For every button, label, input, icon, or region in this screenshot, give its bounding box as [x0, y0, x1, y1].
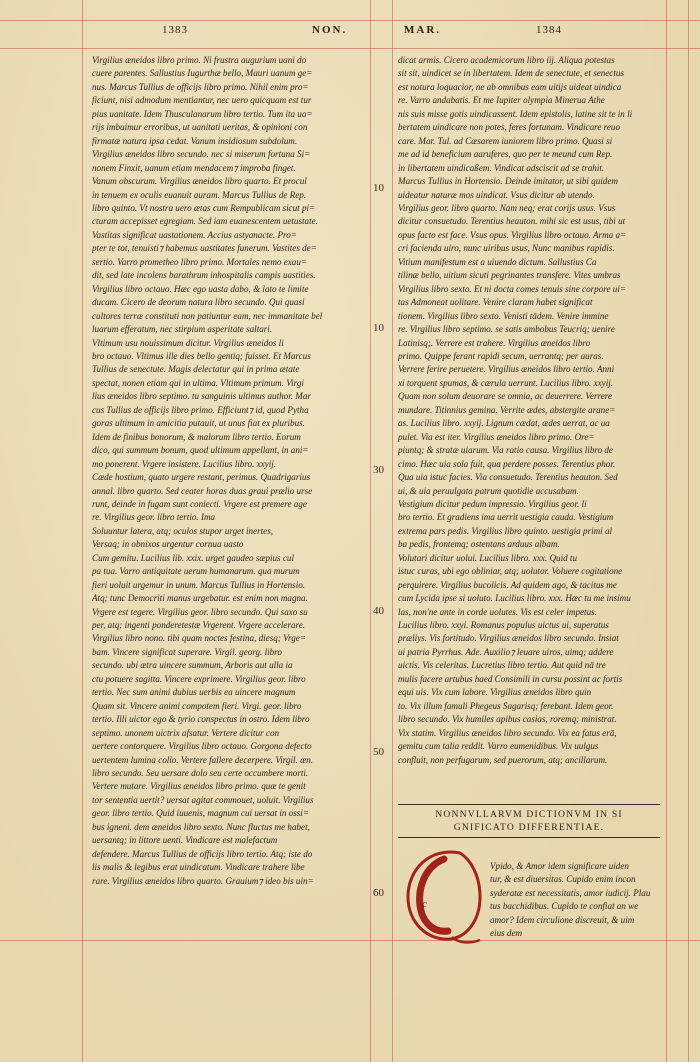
- text-line: tilinæ bello, uitium sicuti pegrinantes transfere. Vites umbras: [398, 270, 621, 281]
- text-line: lius æneidos libro septimo. tu sanguinis ultimus author. Mar: [92, 391, 311, 402]
- margin-rule-top: [0, 48, 700, 49]
- text-line: tor sententia uertit? uersat agitat commouet, uoluit. Virgilius: [92, 794, 314, 805]
- text-line: uideatur naturæ mos uindicat. Vsus dicitur ab utendo.: [398, 189, 595, 200]
- margin-rule-left: [82, 0, 83, 1062]
- text-line: Vltimum usu nouissimum dicitur. Virgilius æneidos li: [92, 337, 284, 348]
- text-line: nonem Finxit, uanum etiam mendacem⁊ improba finget.: [92, 162, 296, 173]
- text-line: cus Tullius de officijs libro primo. Efficiunt⁊ id, quod Pytha: [92, 404, 309, 415]
- text-line: as. Lucilius libro. xxyij. Lignum cædat, ædes uerrat, ac ua: [398, 418, 610, 429]
- text-line: Idem de finibus bonorum, & malorum libro tertio. Eorum: [92, 431, 301, 442]
- text-line: ctu potuere sagitta. Vincere exprimere. Virgilius geor. libro: [92, 673, 306, 684]
- text-line: tertio. Nec sum animi dubius uerbis ea uincere magnum: [92, 687, 296, 698]
- text-line: lis malis & legibus erat uindicatum. Vindicare trahere libe: [92, 862, 305, 873]
- text-line: primo. Quippe ferant rapidi secum, uerrantq; per auras.: [398, 350, 604, 361]
- text-line: Vpido, & Amor idem significare uiden: [490, 861, 629, 871]
- margin-number: 60: [373, 887, 384, 899]
- right-text-column: [398, 54, 660, 799]
- text-line: Vix statim. Virgilius æneidos libro secundo. Vix ea fatus erā,: [398, 727, 617, 738]
- text-line: tur, & est diuersitas. Cupido enim incon: [490, 874, 636, 885]
- text-line: re. Virgilius libro septimo. se satis ambobus Teucriq; uenire: [398, 324, 615, 335]
- margin-number: 10: [373, 322, 384, 334]
- text-line: septimo. unonem uictrix afsatur. Vertere dicitur con: [92, 727, 280, 738]
- margin-number: 30: [373, 464, 384, 476]
- text-line: Vestigium dicitur pedum impressio. Virgilius geor. li: [398, 498, 587, 509]
- text-line: Virgilius æneidos libro primo. Ni frustra augurium uani do: [92, 55, 307, 65]
- text-line: libro secundo. Seu uersare dolo seu certe occumbere morti.: [92, 768, 309, 779]
- text-line: geor. libro tertio. Quid iuuenis, magnum cui uersat in ossi=: [92, 808, 309, 819]
- text-line: in tenuem ex oculis euanuit auram. Marcus Tullius de Rep.: [92, 189, 307, 200]
- text-line: annal. libro quarto. Sed ceater horas duas graui prælio urse: [92, 485, 313, 496]
- text-line: ba pedis, frontemq; ostentans arduus albam.: [398, 539, 560, 550]
- text-line: bro tertio. Et gradiens ima uerrit uestigia cauda. Vestigium: [398, 512, 614, 523]
- text-line: firmatæ natura ipsa cedat. Vanum insidiosum subdolum.: [92, 135, 298, 146]
- text-line: sit sit, uindicet se in libertatem. Idem de senectute, et senectus: [398, 68, 625, 79]
- margin-rule-inner-right: [392, 0, 393, 1062]
- text-line: uersantq; in littore uenti. Vindicare est malefactum: [92, 835, 278, 846]
- text-line: cri facienda uiro, nunc uiribus usus, Nunc manibus rapidis.: [398, 243, 615, 254]
- text-line: gemitu cum talia reddit. Varro eumenidibus. Vix uulgus: [398, 741, 599, 752]
- text-line: Tullius de senectute. Magis delectatur qui in prima ætate: [92, 364, 300, 375]
- text-line: Virgilius æneidos libro secundo. nec si miserum fortuna Si=: [92, 149, 311, 160]
- text-line: rijs imbuimur erroribus, ut uanitati ueritas, & opinioni con: [92, 122, 308, 133]
- text-line: præliys. Vis fortitudo. Virgilius æneidos libro secundo. Insiat: [398, 633, 619, 644]
- text-line: extrema pars pedis. Virgilius libro quinto. uestigia primi al: [398, 525, 613, 536]
- text-line: Cum gemitu. Lucilius lib. xxix. urget gaudeo sæpius cul: [92, 552, 294, 563]
- text-line: tionem. Virgilius libro sexto. Venisti tādem. Venire immine: [398, 310, 609, 321]
- text-line: Virgilius libro octauo. Hæc ego uasta dabo, & lato te limite: [92, 283, 309, 294]
- text-line: dicat armis. Cicero academicorum libro iij. Aliqua potestas: [398, 55, 615, 65]
- margin-number: 40: [373, 605, 384, 617]
- text-line: bus igneni. dem æneidos libro sexto. Nunc fluctus me habet,: [92, 821, 310, 832]
- text-line: Vertere mutare. Virgilius æneidos libro primo. quæ te genit: [92, 781, 306, 792]
- text-line: tus bacchidibus. Cupido te confiat an we: [490, 901, 639, 912]
- text-line: ui patria Pyrrhus. Ade. Auxilio⁊ leuare uiros, uimq; addere: [398, 646, 614, 657]
- text-line: luarum efferatum, nec stirpium asperitate saltari.: [92, 324, 273, 335]
- text-line: Virgilius libro sexto. Et ni docta comes tenuis sine corpore ui=: [398, 283, 626, 294]
- text-line: Quam non solum deuorare se omnia, ac deuerrere. Verrere: [398, 391, 612, 402]
- text-line: mulis facere artubus haed Consimili in cursu possint ac fortis: [398, 673, 623, 684]
- text-line: cuere parentes. Sallustius Iugurthæ bello, Mauri uanum ge=: [92, 68, 313, 79]
- text-line: bam. Vincere significat superare. Virgil. georg. libro: [92, 646, 282, 657]
- text-line: Atq; tunc Democriti manus urgebatur. est enim non magna.: [92, 593, 308, 604]
- text-line: libro secundo. Vix humiles apibus casias, roremq; ministrat.: [398, 714, 617, 725]
- text-line: amor? Idem circulione discreuit, & uim: [490, 914, 635, 925]
- text-line: Volutari dicitur uolui. Lucilius libro. xxx. Quid tu: [398, 552, 578, 563]
- text-line: tertio. Illi uictor ego & tyrio conspectus in ostro. Idem libro: [92, 714, 310, 725]
- section-text: [490, 860, 668, 950]
- folio-number-right: 1384: [536, 24, 562, 36]
- text-line: tas Admoneat uolitare. Venire claram habet significat: [398, 297, 593, 308]
- text-line: runt, deinde in fugam sunt coniecti. Vrgere est premere age: [92, 498, 307, 509]
- text-line: Versaq; in obnixos urgentur cornua uasto: [92, 539, 244, 550]
- text-line: Qua uia istuc facies. Via consuetudo. Terentius heauton. Sed: [398, 472, 618, 483]
- text-line: equi uis. Vix cum labore. Virgilius æneidos libro quin: [398, 687, 592, 698]
- text-line: pa tua. Varro antiquitate uerum humanarum. qua murum: [92, 566, 300, 577]
- text-line: to. Vix illum famuli Phegeus Sagarisq; ferebant. Idem geor.: [398, 700, 614, 711]
- margin-number: 50: [373, 746, 384, 758]
- text-line: ducam. Cicero de deorum natura libro secundo. Qui quasi: [92, 297, 305, 308]
- text-line: nus. Marcus Tullius de officijs libro primo. Nihil enim pro=: [92, 81, 309, 92]
- text-line: Vanum obscurum. Virgilius æneidos libro quarto. Et procul: [92, 176, 307, 187]
- text-line: Marcus Tullius in Hortensio. Deinde imitator, ut sibi quidem: [398, 176, 618, 187]
- section-heading-line-2: GNIFICATO DIFFERENTIAE.: [453, 822, 605, 833]
- text-line: care. Mar. Tul. ad Cæsarem iuniorem libro primo. Quasi si: [398, 135, 613, 146]
- text-line: Lucilius libro. xxyi. Romanus populus uictus ui, superatus: [398, 620, 609, 631]
- text-line: libro quinto. Vt nostra uero ætas cum Rempublicam sicut pi=: [92, 202, 316, 213]
- text-line: cturam accepisset egregiam. Sed iam euanescentem uetustate.: [92, 216, 318, 227]
- text-line: xi torquent spumas, & cærula uerrunt. Lucilius libro. xxyij.: [398, 377, 614, 388]
- text-line: syderatæ est necessitatis, amor iudicij. Plau: [490, 887, 651, 898]
- text-line: per, atq; ingenti ponderetestæ Vrgerent. Vrgere accelerare.: [92, 620, 306, 631]
- text-line: uertentem lumina collo. Vertere fallere decerpere. Virgil. æn.: [92, 754, 313, 765]
- text-line: rare. Virgilius æneidos libro quarto. Grauium⁊ ideo bis uin=: [92, 875, 314, 886]
- text-line: Virgilius geor. libro quarto. Nam neq; erat corijs usus. Vsus: [398, 202, 616, 213]
- text-line: cultores terræ constituti non patiuntur eam, nec immanitate bel: [92, 310, 323, 321]
- text-line: pius uanitate. Idem Thusculanarum libro tertio. Tum ita ua=: [92, 108, 313, 119]
- text-line: dico, qui summum bonum, quod ultimum appellant, in ani=: [92, 445, 309, 456]
- text-line: goras ultimum in amicitia putauit, ut unus fiat ex pluribus.: [92, 418, 305, 429]
- text-line: eius dem: [490, 928, 523, 939]
- text-line: Verrere ferire peruetere. Virgilius æneidos libro tertio. Anni: [398, 364, 615, 375]
- text-line: Quam sit. Vincere animi compotem fieri. Virgi. geor. libro: [92, 700, 302, 711]
- dropcap-initial-q: [400, 845, 486, 945]
- text-line: confluit, non perfugarum, sed puerorum, atq; ancillarum.: [398, 754, 608, 765]
- text-line: dit, sed late incolens barathrum inhospitalis campis uastities.: [92, 270, 316, 281]
- text-line: Virgilius libro nono. tibi quam noctes festina, diesq; Vrge=: [92, 633, 306, 644]
- text-line: sertio. Varro prometheo libro primo. Mortales nemo exau=: [92, 256, 308, 267]
- section-heading-line-1: NONNVLLARVM DICTIONVM IN SI: [435, 809, 623, 820]
- text-line: Vitium manifestum est a uiuendo dictum. Sallustius Ca: [398, 256, 597, 267]
- text-line: piuntq; & stratæ uiarum. Via ratio causa. Virgilius libro de: [398, 445, 613, 456]
- text-line: istuc curas, ubi ego obliniar, atq; uolutor. Voluere cogitatione: [398, 566, 623, 577]
- text-line: ficiunt, nisi admodum mentiantur, nec uero quicquam est tur: [92, 95, 312, 106]
- text-line: pter te tot, tenuisti⁊ habemus uastitates funerum. Vastites de=: [92, 243, 317, 254]
- text-line: opus facto est face. Vsus opus. Virgilius libro octauo. Arma a=: [398, 229, 627, 240]
- text-line: pulet. Via est iter. Virgilius æneidos libro primo. Ore=: [398, 431, 595, 442]
- text-line: perquirere. Virgilius bucolicis. Ad quidem ago, & tacitus me: [398, 579, 617, 590]
- text-line: las, non'ne ante in corde uolutes. Vis est celer impetus.: [398, 606, 597, 617]
- text-line: in libertatem uindicaßem. Vindicat adsciscit ad se trahit.: [398, 162, 605, 173]
- running-head-right: MAR.: [404, 24, 442, 36]
- text-line: bertatem uindicare non potes, feres fortunam. Vindicare reuo: [398, 122, 621, 133]
- folio-number-left: 1383: [162, 24, 188, 36]
- text-line: nis suis misse gotis uindicassent. Idem epistolis, latine sit te in li: [398, 108, 633, 119]
- text-line: cimo. Hæc uia sola fuit, qua perdere posses. Terentius phor.: [398, 458, 616, 469]
- text-line: spectat, nonen etiam qui in ultima. Vltimum primum. Virgi: [92, 377, 304, 388]
- text-line: uictis. Vis celeritas. Lucretius libro tertio. Aut quid nā tre: [398, 660, 606, 671]
- text-line: bro octauo. Vltimus ille dies bello gentiq; fuisset. Et Marcus: [92, 350, 311, 361]
- text-line: mo ponerent. Vrgere insistere. Lucilius libro. xxyij.: [92, 458, 277, 469]
- text-line: defendere. Marcus Tullius de officijs libro tertio. Atq; iste do: [92, 848, 313, 859]
- text-line: Soluuntur latera, atq; oculos stupor urget inertes,: [92, 525, 274, 536]
- text-line: ui, & uia peruulgata patrum quotidie accusabam.: [398, 485, 579, 496]
- dropcap-guide-letter: c: [422, 898, 427, 910]
- text-line: re. Virgilius geor. libro tertio. Ima: [92, 512, 216, 523]
- margin-rule-far-right: [688, 0, 689, 1062]
- text-line: Vastitas significat uastationem. Accius astyanacte. Pro=: [92, 229, 297, 240]
- text-line: Latinisq;. Verrere est trahere. Virgilius æneidos libro: [398, 337, 591, 348]
- margin-number: 10: [373, 182, 384, 194]
- text-line: mundare. Titinnius gemina. Verrite ædes, abstergite arane=: [398, 404, 616, 415]
- text-line: est natura loquacior, ne ab omnibus eam uitijs uideat uindica: [398, 81, 622, 92]
- text-line: uertere contorquere. Virgilius libro octauo. Gorgona defecto: [92, 741, 312, 752]
- margin-rule-header: [0, 20, 700, 21]
- section-heading: [398, 804, 660, 838]
- text-line: secundo. ubi ætra uincere summum, Arboris aut ulla ia: [92, 660, 293, 671]
- text-line: Cæde hostium, quato urgere restant, perimus. Quadrigarius: [92, 472, 311, 483]
- text-line: me ad id beneficium aaruferes, quo per te meund cum Rep.: [398, 149, 613, 160]
- text-line: Vrgere est tegere. Virgilius geor. libro secundo. Qui saxo su: [92, 606, 308, 617]
- left-text-column: [92, 54, 364, 934]
- text-line: re. Varro andabatis. Et me Iupiter olympia Minerua Athe: [398, 95, 605, 106]
- margin-rule-inner-left: [370, 0, 371, 1062]
- text-line: dicitur consuetudo. Terentius heauton. mihi sic est usus, tibi ut: [398, 216, 626, 227]
- running-head-left: NON.: [312, 24, 348, 36]
- text-line: fieri uoluit urgemur in unum. Marcus Tullius in Hortensio.: [92, 579, 306, 590]
- text-line: cum Lycida ipse si uoluto. Lucilius libro. xxx. Hæc tu me insimu: [398, 593, 631, 604]
